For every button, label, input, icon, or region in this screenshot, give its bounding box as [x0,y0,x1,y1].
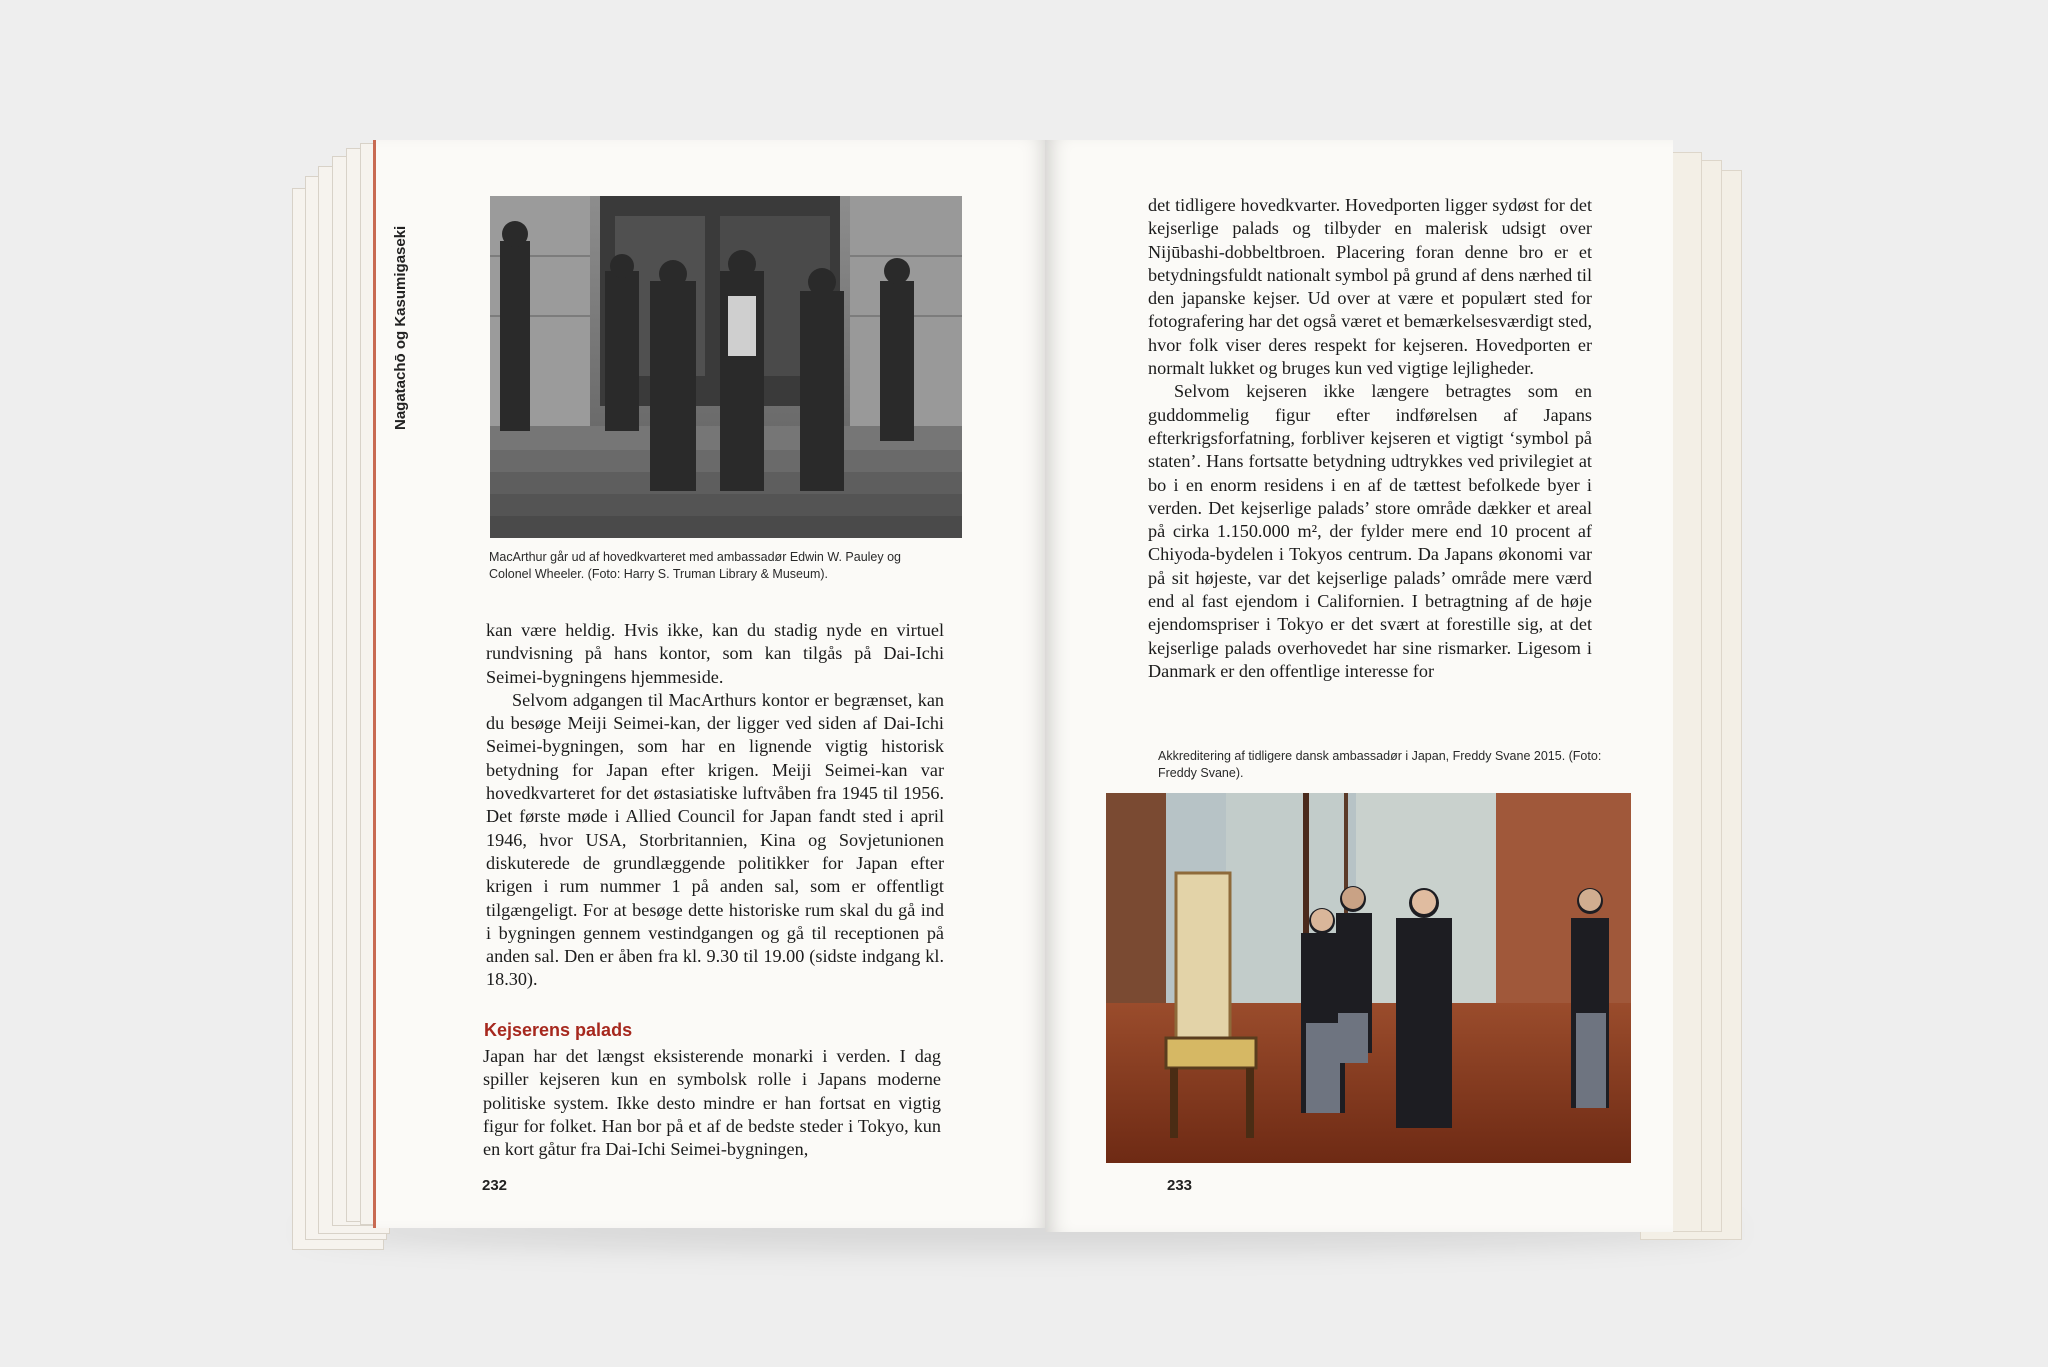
page-number-right: 233 [1167,1177,1193,1194]
page-number-left: 232 [482,1177,508,1194]
left-paragraph-3: Japan har det længst eksisterende monarki i verden. I dag spiller kejseren kun en symbolsk rolle i Japans moderne politiske system. Ikke desto mindre er han fortsat en vigtig figur for folket. Han bor på et af de bedste steder i Tokyo, kun en kort gåtur fra Dai-Ichi Seimei-bygningen, [483,1046,941,1160]
left-paragraph-1: kan være heldig. Hvis ikke, kan du stadig nyde en virtuel rundvisning på hans kontor, som kan tilgås på Dai-Ichi Seimei-bygningens hjemmeside. [486,620,944,687]
right-paragraph-2: Selvom kejseren ikke længere betragtes som en guddommelig figur efter indførelsen af Japans efterkrigsforfatning, forbliver kejseren et vigtigt ‘symbol på staten’. Hans fortsatte betydning udtrykkes ved privilegiet at bo i en enorm residens i en af de tættest befolkede byer i verden. Det kejserlige palads’ store område dækker et areal på cirka 1.150.000 m², der fylder mere end 10 procent af Chiyoda-bydelen i Tokyos centrum. Da Japans økonomi var på sit højeste, var det kejserlige palads’ område mere værd end al fast ejendom i Californien. I betragtning af de høje ejendomspriser i Tokyo er det svært at forestille sig, at det kejserlige palads overhovedet har sine rismarker. Ligesom i Danmark er den offentlige interesse for [1148,381,1592,681]
left-body-text [486,619,944,992]
photo-caption-left: MacArthur går ud af hovedkvarteret med ambassadør Edwin W. Pauley og Colonel Wheeler. (Foto: Harry S. Truman Library & Museum). [489,550,901,581]
macarthur-photo [490,196,962,538]
left-body-text-2 [483,1045,941,1161]
photo-caption-right: Akkreditering af tidligere dansk ambassadør i Japan, Freddy Svane 2015. (Foto: Freddy Svane). [1158,749,1602,780]
right-body-text [1148,194,1592,683]
accreditation-photo [1106,793,1631,1163]
left-paragraph-2: Selvom adgangen til MacArthurs kontor er begrænset, kan du besøge Meiji Seimei-kan, der ligger ved siden af Dai-Ichi Seimei-bygningen, som har en lignende vigtig historisk betydning for Japan efter krigen. Meiji Seimei-kan var hovedkvarteret for det østasiatiske luftvåben fra 1945 til 1956. Det første møde i Allied Council for Japan fandt sted i april 1946, hvor USA, Storbritannien, Kina og Sovjetunionen diskuterede de grundlæggende politikker for Japan efter krigen i rum nummer 1 på anden sal, som er offentligt tilgængeligt. For at besøge dette historiske rum skal du gå ind i bygningen gennem vestindgangen og gå til receptionen på anden sal. Den er åben fra kl. 9.30 til 19.00 (sidste indgang kl. 18.30). [486,689,944,990]
running-head: Nagatachō og Kasumigaseki [392,225,409,430]
section-heading: Kejserens palads [484,1020,633,1040]
right-paragraph-1: det tidligere hovedkvarter. Hovedporten ligger sydøst for det kejserlige palads og tilbyder en malerisk udsigt over Nijūbashi-dobbeltbroen. Placering foran denne bro er et betydningsfuldt nationalt symbol på grund af dens nærhed til den japanske kejser. Ud over at være et populært sted for fotografering har det også været et bemærkelsesværdigt sted, hvor folk viser deres respekt for kejseren. Hovedporten er normalt lukket og bruges kun ved vigtige lejligheder. [1148,195,1592,379]
